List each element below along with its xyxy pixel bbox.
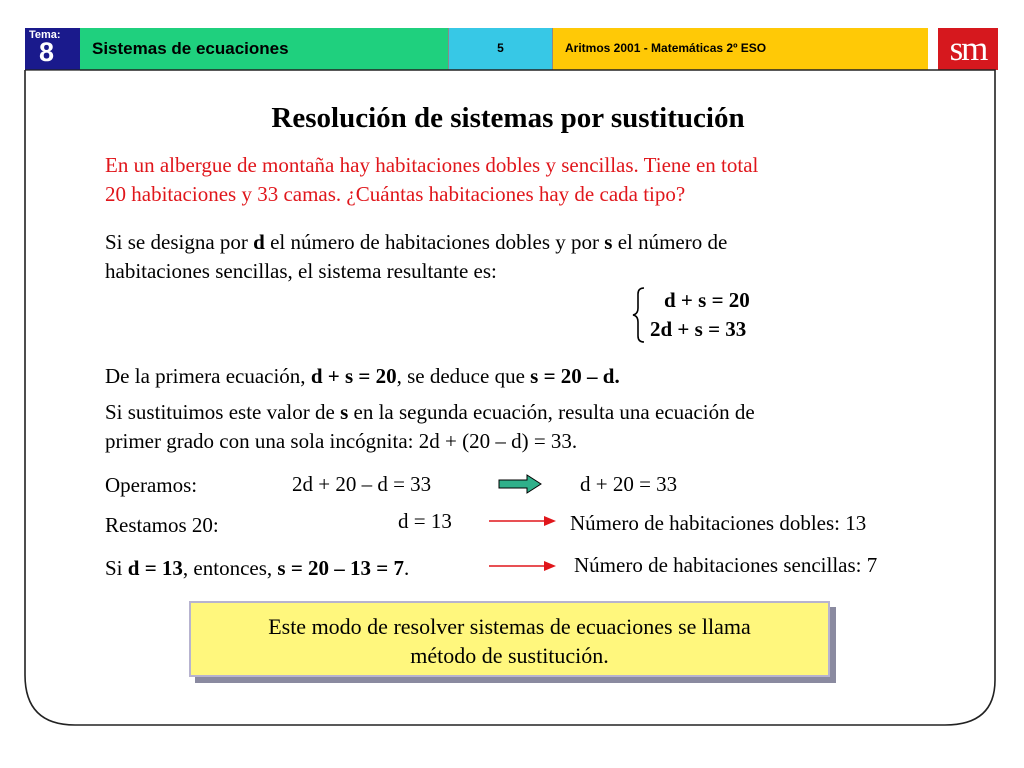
system-brace <box>630 286 650 344</box>
si-d-value: d = 13 <box>127 556 183 580</box>
substitute-line-1 <box>105 398 755 426</box>
page-number: 5 <box>497 41 504 55</box>
deduce-result: s = 20 – d. <box>530 364 620 388</box>
method-note-line-2: método de sustitución. <box>410 643 609 668</box>
red-arrow-icon-1 <box>488 514 558 528</box>
substitute-text-a: Si sustituimos este valor de <box>105 400 341 424</box>
substitute-text-b: en la segunda ecuación, resulta una ecuación de <box>348 400 755 424</box>
system-equation-2: 2d + s = 33 <box>650 317 747 341</box>
designation-text-b: el número de habitaciones dobles y por <box>264 230 605 254</box>
designation-line-1 <box>105 228 727 256</box>
designation-text-c: el número de <box>612 230 728 254</box>
deduce-equation: d + s = 20 <box>310 364 397 388</box>
book-title: Aritmos 2001 - Matemáticas 2º ESO <box>565 41 767 55</box>
si-text-a: Si <box>105 556 128 580</box>
green-arrow-icon <box>497 474 543 494</box>
deduce-text-b: , se deduce que <box>396 364 531 388</box>
method-note-box <box>189 601 830 677</box>
dobles-result: Número de habitaciones dobles: 13 <box>570 511 867 535</box>
system-equation-1: d + s = 20 <box>664 288 750 312</box>
operamos-label: Operamos: <box>105 473 198 497</box>
subject-title: Sistemas de ecuaciones <box>92 39 289 58</box>
operamos-result: d + 20 = 33 <box>580 472 678 496</box>
restamos-label: Restamos 20: <box>105 513 219 537</box>
substitute-line-2: primer grado con una sola incógnita: 2d + (20 – d) = 33. <box>105 429 578 453</box>
tema-label: Tema: <box>29 29 61 41</box>
problem-line-1: En un albergue de montaña hay habitaciones dobles y sencillas. Tiene en total <box>105 153 759 177</box>
si-text-b: , entonces, <box>182 556 278 580</box>
method-note-line-1: Este modo de resolver sistemas de ecuaciones se llama <box>268 614 751 639</box>
red-arrow-icon-2 <box>488 559 558 573</box>
si-s-value: s = 20 – 13 = 7 <box>277 556 405 580</box>
page-title: Resolución de sistemas por sustitución <box>271 102 745 134</box>
operamos-expression: 2d + 20 – d = 33 <box>292 472 432 496</box>
tema-number: 8 <box>39 37 55 67</box>
designation-text-a: Si se designa por <box>105 230 254 254</box>
si-text-c: . <box>404 556 410 580</box>
problem-line-2: 20 habitaciones y 33 camas. ¿Cuántas habitaciones hay de cada tipo? <box>105 182 686 206</box>
sm-logo: sm <box>938 28 998 70</box>
variable-s: s <box>604 230 613 254</box>
deduce-line <box>105 362 620 390</box>
sencillas-result: Número de habitaciones sencillas: 7 <box>574 553 878 577</box>
si-line <box>105 554 409 582</box>
substitute-variable-s: s <box>340 400 349 424</box>
variable-d: d <box>253 230 265 254</box>
deduce-text-a: De la primera ecuación, <box>105 364 311 388</box>
restamos-expression: d = 13 <box>398 509 452 533</box>
designation-line-2: habitaciones sencillas, el sistema resultante es: <box>105 259 497 283</box>
